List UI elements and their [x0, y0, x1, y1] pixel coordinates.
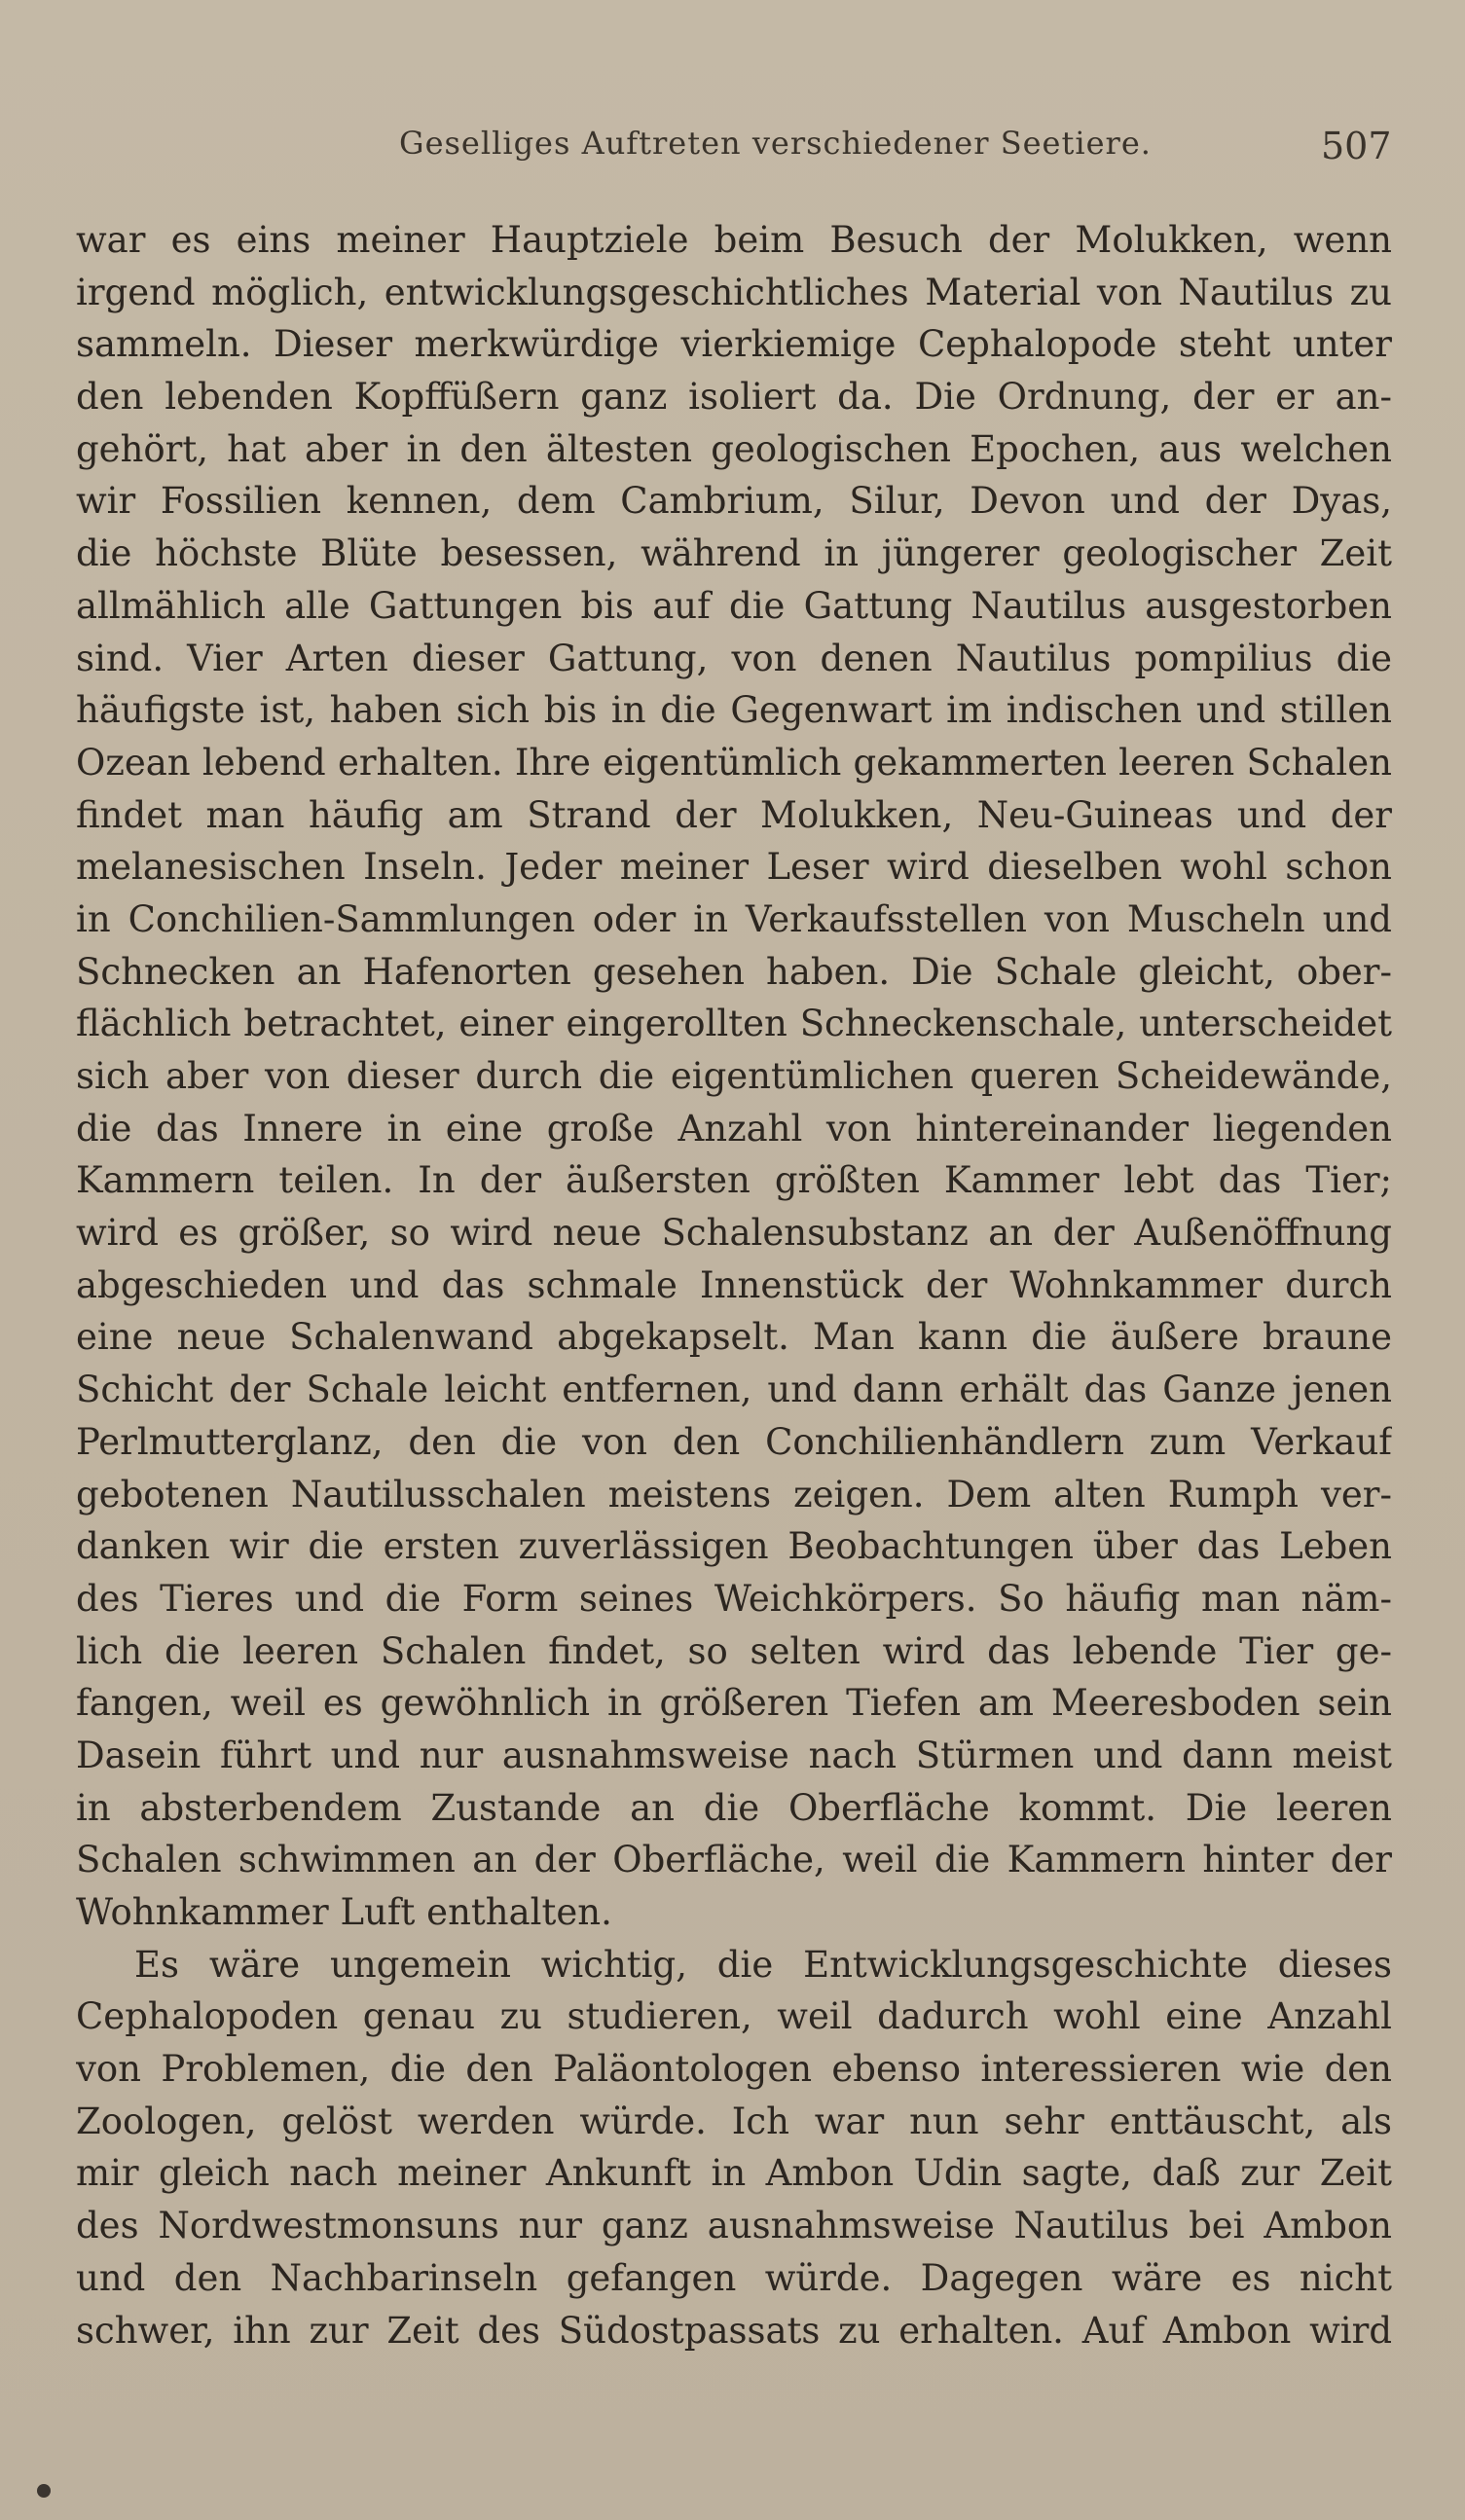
text-line: in Conchilien-Sammlungen oder in Verkaufsstellen von Muscheln und — [76, 897, 1392, 940]
text-line: den lebenden Kopffüßern ganz isoliert da. Die Ordnung, der er an- — [76, 376, 1392, 419]
text-line: melanesischen Inseln. Jeder meiner Leser wird dieselben wohl schon — [76, 846, 1392, 889]
paragraph-start-line: Es wäre ungemein wichtig, die Entwicklungsgeschichte dieses — [134, 1943, 1392, 1986]
text-line: Schicht der Schale leicht entfernen, und dann erhält das Ganze jenen — [76, 1369, 1392, 1411]
text-line: war es eins meiner Hauptziele beim Besuch der Molukken, wenn — [76, 219, 1392, 261]
text-line: häufigste ist, haben sich bis in die Gegenwart im indischen und stillen — [76, 689, 1392, 732]
text-line: findet man häufig am Strand der Molukken, Neu-Guineas und der — [76, 793, 1392, 836]
body-text — [76, 214, 1392, 2356]
text-line: Dasein führt und nur ausnahmsweise nach Stürmen und dann meist — [76, 1734, 1392, 1776]
text-line: des Tieres und die Form seines Weichkörpers. So häufig man näm- — [76, 1577, 1392, 1620]
text-line: gehört, hat aber in den ältesten geologischen Epochen, aus welchen — [76, 427, 1392, 470]
text-line: wir Fossilien kennen, dem Cambrium, Silur, Devon und der Dyas, — [76, 480, 1392, 523]
text-line: die das Innere in eine große Anzahl von hintereinander liegenden — [76, 1107, 1392, 1150]
text-line: Zoologen, gelöst werden würde. Ich war nun sehr enttäuscht, als — [76, 2100, 1392, 2142]
text-line: irgend möglich, entwicklungsgeschichtliches Material von Nautilus zu — [76, 271, 1392, 313]
text-line: eine neue Schalenwand abgekapselt. Man kann die äußere braune — [76, 1316, 1392, 1359]
text-line: sammeln. Dieser merkwürdige vierkiemige Cephalopode steht unter — [76, 323, 1392, 366]
ink-speck — [37, 2484, 51, 2498]
text-line: des Nordwestmonsuns nur ganz ausnahmsweise Nautilus bei Ambon — [76, 2205, 1392, 2247]
text-line: Schnecken an Hafenorten gesehen haben. Die Schale gleicht, ober- — [76, 950, 1392, 993]
text-line: die höchste Blüte besessen, während in jüngerer geologischer Zeit — [76, 532, 1392, 575]
text-line: mir gleich nach meiner Ankunft in Ambon Udin sagte, daß zur Zeit — [76, 2152, 1392, 2195]
text-line: gebotenen Nautilusschalen meistens zeigen. Dem alten Rumph ver- — [76, 1473, 1392, 1516]
text-line: in absterbendem Zustande an die Oberfläche kommt. Die leeren — [76, 1786, 1392, 1829]
paragraph-end-line: Wohnkammer Luft enthalten. — [76, 1891, 612, 1933]
text-line: und den Nachbarinseln gefangen würde. Dagegen wäre es nicht — [76, 2256, 1392, 2299]
text-line: lich die leeren Schalen findet, so selten wird das lebende Tier ge- — [76, 1629, 1392, 1672]
text-line: fangen, weil es gewöhnlich in größeren Tiefen am Meeresboden sein — [76, 1682, 1392, 1725]
text-line: Schalen schwimmen an der Oberfläche, weil die Kammern hinter der — [76, 1839, 1392, 1881]
running-title: Geselliges Auftreten verschiedener Seetiere. — [399, 125, 1152, 162]
text-line: Perlmutterglanz, den die von den Conchilienhändlern zum Verkauf — [76, 1420, 1392, 1463]
text-line: schwer, ihn zur Zeit des Südostpassats zu erhalten. Auf Ambon wird — [76, 2309, 1392, 2352]
text-line: abgeschieden und das schmale Innenstück der Wohnkammer durch — [76, 1263, 1392, 1306]
text-line: allmählich alle Gattungen bis auf die Gattung Nautilus ausgestorben — [76, 584, 1392, 627]
text-line: von Problemen, die den Paläontologen ebenso interessieren wie den — [76, 2048, 1392, 2091]
text-line: wird es größer, so wird neue Schalensubstanz an der Außenöffnung — [76, 1212, 1392, 1255]
text-line: danken wir die ersten zuverlässigen Beobachtungen über das Leben — [76, 1525, 1392, 1568]
text-line: flächlich betrachtet, einer eingerollten Schneckenschale, unterscheidet — [76, 1003, 1392, 1045]
text-line: Kammern teilen. In der äußersten größten Kammer lebt das Tier; — [76, 1159, 1392, 1202]
page-number: 507 — [1321, 125, 1392, 167]
text-line: sind. Vier Arten dieser Gattung, von denen Nautilus pompilius die — [76, 637, 1392, 679]
text-line: sich aber von dieser durch die eigentümlichen queren Scheidewände, — [76, 1055, 1392, 1097]
text-line: Ozean lebend erhalten. Ihre eigentümlich gekammerten leeren Schalen — [76, 741, 1392, 784]
text-line: Cephalopoden genau zu studieren, weil dadurch wohl eine Anzahl — [76, 1995, 1392, 2038]
